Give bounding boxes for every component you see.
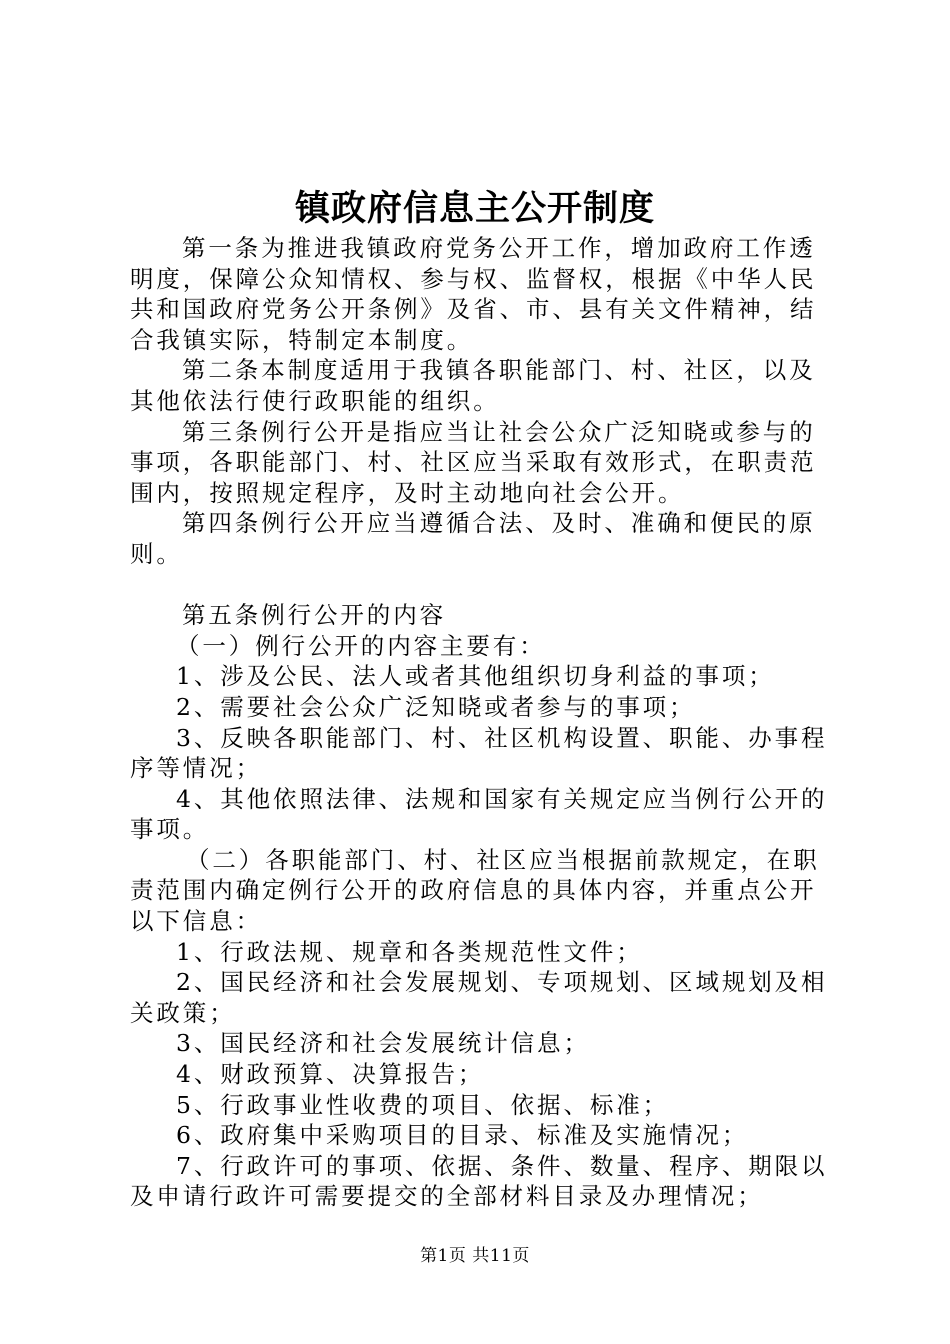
- list-item: 4、其他依照法律、法规和国家有关规定应当例行公开的事项。: [130, 784, 828, 844]
- paragraph-article-3: 第三条例行公开是指应当让社会公众广泛知晓或参与的事项，各职能部门、村、社区应当采取有效形式，在职责范围内，按照规定程序，及时主动地向社会公开。: [130, 417, 817, 507]
- list-item: 1、涉及公民、法人或者其他组织切身利益的事项；: [176, 662, 775, 691]
- paragraph-section-1: （一）例行公开的内容主要有：: [176, 631, 546, 660]
- list-item: 7、行政许可的事项、依据、条件、数量、程序、期限以及申请行政许可需要提交的全部材料目录及办理情况；: [130, 1151, 828, 1211]
- page-title: 镇政府信息主公开制度: [294, 188, 655, 229]
- paragraph-section-2: （二）各职能部门、村、社区应当根据前款规定，在职责范围内确定例行公开的政府信息的具体内容，并重点公开以下信息：: [130, 845, 820, 936]
- page-footer: 第1页 共11页: [420, 1246, 530, 1266]
- blank-line: [130, 570, 835, 601]
- paragraph-article-5: 第五条例行公开的内容: [182, 601, 446, 630]
- list-item: 1、行政法规、规章和各类规范性文件；: [176, 937, 643, 966]
- paragraph-article-4: 第四条例行公开应当遵循合法、及时、准确和便民的原则。: [130, 509, 816, 568]
- list-item: 2、国民经济和社会发展规划、专项规划、区域规划及相关政策；: [130, 968, 828, 1027]
- list-item: 3、反映各职能部门、村、社区机构设置、职能、办事程序等情况；: [130, 723, 828, 783]
- paragraph-article-1: 第一条为推进我镇政府党务公开工作，增加政府工作透明度，保障公众知情权、参与权、监督权，根据《中华人民共和国政府党务公开条例》及省、市、县有关文件精神，结合我镇实际，特制定本制度。: [130, 234, 817, 354]
- list-item: 3、国民经济和社会发展统计信息；: [176, 1029, 590, 1058]
- document-body: [130, 233, 835, 1212]
- list-item: 4、财政预算、决算报告；: [176, 1060, 485, 1089]
- list-item: 5、行政事业性收费的项目、依据、标准；: [176, 1090, 670, 1119]
- list-item: 6、政府集中采购项目的目录、标准及实施情况；: [176, 1121, 749, 1150]
- paragraph-article-2: 第二条本制度适用于我镇各职能部门、村、社区，以及其他依法行使行政职能的组织。: [130, 356, 816, 415]
- list-item: 2、需要社会公众广泛知晓或者参与的事项；: [176, 692, 696, 721]
